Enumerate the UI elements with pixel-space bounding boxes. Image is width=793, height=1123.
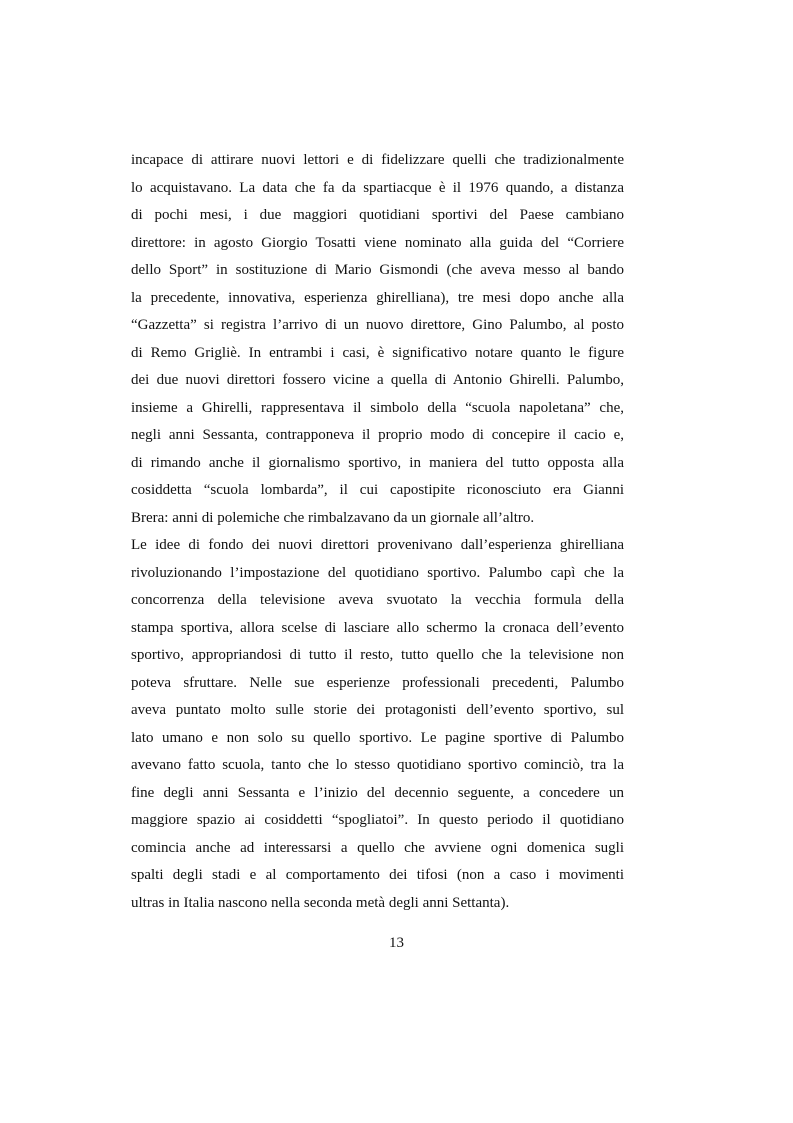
text-line: incapace di attirare nuovi lettori e di fidelizzare quelli che tradizionalmente [131, 152, 624, 168]
paragraph-1 [131, 147, 624, 532]
text-line: Brera: anni di polemiche che rimbalzavano da un giornale all’altro. [131, 509, 535, 526]
text-line: negli anni Sessanta, contrapponeva il proprio modo di concepire il cacio e, [131, 427, 624, 443]
text-line: di pochi mesi, i due maggiori quotidiani sportivi del Paese cambiano [131, 207, 624, 223]
body-text [131, 147, 624, 917]
text-line: comincia anche ad interessarsi a quello che avviene ogni domenica sugli [131, 839, 624, 856]
text-line: lo acquistavano. La data che fa da spartiacque è il 1976 quando, a distanza [131, 179, 624, 196]
text-line: Le idee di fondo dei nuovi direttori provenivano dall’esperienza ghirelliana [131, 537, 624, 553]
text-line: di Remo Grigliè. In entrambi i casi, è significativo notare quanto le figure [131, 344, 624, 361]
text-line: poteva sfruttare. Nelle sue esperienze professionali precedenti, Palumbo [131, 674, 624, 691]
text-line: di rimando anche il giornalismo sportivo, in maniera del tutto opposta alla [131, 454, 624, 471]
text-line: cosiddetta “scuola lombarda”, il cui capostipite riconosciuto era Gianni [131, 482, 624, 498]
text-line: la precedente, innovativa, esperienza ghirelliana), tre mesi dopo anche alla [131, 289, 624, 306]
text-line: insieme a Ghirelli, rappresentava il simbolo della “scuola napoletana” che, [131, 399, 624, 416]
text-line: sportivo, appropriandosi di tutto il resto, tutto quello che la televisione non [131, 647, 624, 663]
text-line: concorrenza della televisione aveva svuotato la vecchia formula della [131, 592, 624, 608]
text-line: ultras in Italia nascono nella seconda metà degli anni Settanta). [131, 894, 510, 911]
paragraph-2 [131, 532, 624, 917]
text-line: “Gazzetta” si registra l’arrivo di un nuovo direttore, Gino Palumbo, al posto [131, 317, 624, 333]
text-line: dello Sport” in sostituzione di Mario Gismondi (che aveva messo al bando [131, 262, 624, 278]
text-line: dei due nuovi direttori fossero vicine a quella di Antonio Ghirelli. Palumbo, [131, 372, 624, 388]
text-line: avevano fatto scuola, tanto che lo stesso quotidiano sportivo cominciò, tra la [131, 757, 624, 773]
text-line: stampa sportiva, allora scelse di lasciare allo schermo la cronaca dell’evento [131, 619, 624, 636]
page-number: 13 [389, 935, 404, 951]
text-line: lato umano e non solo su quello sportivo. Le pagine sportive di Palumbo [131, 729, 624, 746]
text-line: maggiore spazio ai cosiddetti “spogliatoi”. In questo periodo il quotidiano [131, 812, 624, 828]
text-line: spalti degli stadi e al comportamento dei tifosi (non a caso i movimenti [131, 867, 624, 883]
text-line: aveva puntato molto sulle storie dei protagonisti dell’evento sportivo, sul [131, 702, 624, 718]
text-line: rivoluzionando l’impostazione del quotidiano sportivo. Palumbo capì che la [131, 564, 624, 581]
text-line: direttore: in agosto Giorgio Tosatti viene nominato alla guida del “Corriere [131, 234, 624, 251]
text-line: fine degli anni Sessanta e l’inizio del decennio seguente, a concedere un [131, 784, 624, 801]
